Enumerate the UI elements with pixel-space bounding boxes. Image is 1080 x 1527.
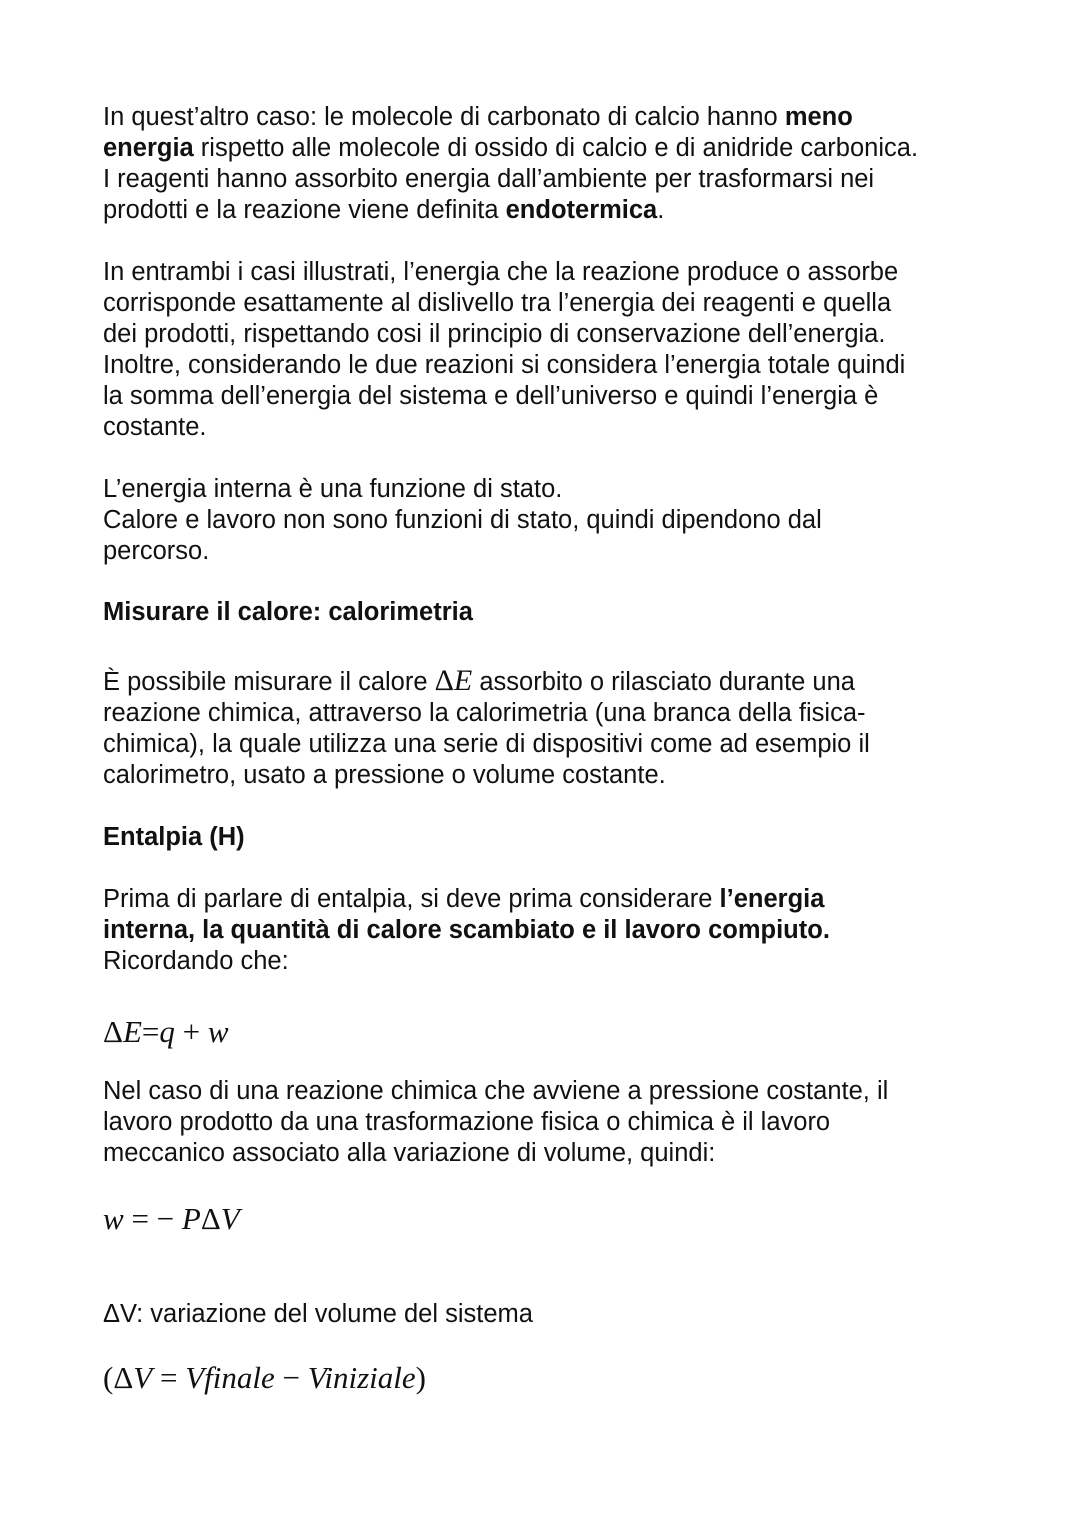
math-operator: − xyxy=(274,1360,308,1395)
paragraph-enthalpy-intro xyxy=(103,884,1003,977)
math-variable: E xyxy=(453,664,473,697)
text-line xyxy=(103,195,1003,226)
math-delta-e xyxy=(435,664,473,697)
text-run: rispetto alle molecole di ossido di calcio e di anidride carbonica. xyxy=(193,134,919,162)
equation-work xyxy=(103,1201,1003,1237)
math-variable: w xyxy=(103,1201,124,1236)
paragraph-endothermic xyxy=(103,102,1003,226)
text-line xyxy=(103,665,1003,698)
math-symbol: Δ xyxy=(103,1014,123,1049)
math-symbol: Δ xyxy=(434,664,454,697)
math-variable: w xyxy=(207,1014,229,1049)
math-operator: = xyxy=(152,1360,186,1395)
text-line: percorso. xyxy=(103,537,210,565)
heading-enthalpy xyxy=(103,822,1003,853)
bold-text: l’energia xyxy=(719,885,825,913)
math-symbol: Δ xyxy=(200,1201,221,1236)
text-line: costante. xyxy=(103,413,207,441)
text-run: È possibile misurare il calore xyxy=(103,668,435,696)
text-line: lavoro prodotto da una trasformazione fisica o chimica è il lavoro xyxy=(103,1108,831,1136)
heading-calorimetry xyxy=(103,597,1003,628)
text-run: Prima di parlare di entalpia, si deve prima considerare xyxy=(103,885,720,913)
math-variable: V xyxy=(220,1201,240,1236)
text-run: prodotti e la reazione viene definita xyxy=(103,196,506,224)
text-line: Ricordando che: xyxy=(103,947,289,975)
text-run: . xyxy=(657,196,665,224)
math-variable: Vfinale xyxy=(185,1360,275,1395)
text-line xyxy=(103,102,1003,133)
text-line: I reagenti hanno assorbito energia dall’ambiente per trasformarsi nei xyxy=(103,165,875,193)
text-line xyxy=(103,884,1003,915)
text-line: meccanico associato alla variazione di volume, quindi: xyxy=(103,1139,716,1167)
text-line: dei prodotti, rispettando cosi il principio di conservazione dell’energia. xyxy=(103,320,886,348)
text-line: corrisponde esattamente al dislivello tra l’energia dei reagenti e quella xyxy=(103,289,892,317)
equation-first-law xyxy=(103,1014,1003,1050)
math-variable: q xyxy=(159,1014,175,1049)
equation-volume-change xyxy=(103,1360,1003,1396)
math-variable: V xyxy=(133,1360,153,1395)
bold-text: endotermica xyxy=(505,196,658,224)
math-symbol: Δ xyxy=(113,1360,134,1395)
text-line: Inoltre, considerando le due reazioni si considera l’energia totale quindi xyxy=(103,351,906,379)
text-line: calorimetro, usato a pressione o volume costante. xyxy=(103,761,666,789)
paragraph-pressure-work xyxy=(103,1076,1003,1169)
text-line xyxy=(103,133,1003,164)
text-line: ΔV: variazione del volume del sistema xyxy=(103,1300,533,1328)
bold-line: interna, la quantità di calore scambiato e il lavoro compiuto. xyxy=(103,916,830,944)
text-run: assorbito o rilasciato durante una xyxy=(472,668,855,696)
math-paren: ) xyxy=(415,1360,426,1395)
text-line: chimica), la quale utilizza una serie di dispositivi come ad esempio il xyxy=(103,730,870,758)
paragraph-state-function xyxy=(103,474,1003,567)
math-variable: E xyxy=(122,1014,142,1049)
paragraph-delta-v-definition xyxy=(103,1299,1003,1330)
text-line: L’energia interna è una funzione di stato. xyxy=(103,475,563,503)
bold-text: meno xyxy=(784,103,853,131)
heading-text: Misurare il calore: calorimetria xyxy=(103,598,473,626)
text-line: In entrambi i casi illustrati, l’energia che la reazione produce o assorbe xyxy=(103,258,899,286)
paragraph-energy-conservation xyxy=(103,257,1003,443)
math-operator: = − xyxy=(123,1201,182,1236)
document-page xyxy=(103,102,1003,1396)
text-line: la somma dell’energia del sistema e dell’universo e quindi l’energia è xyxy=(103,382,879,410)
heading-text: Entalpia (H) xyxy=(103,823,245,851)
math-operator: = xyxy=(141,1014,160,1049)
text-line: Calore e lavoro non sono funzioni di stato, quindi dipendono dal xyxy=(103,506,822,534)
text-line: Nel caso di una reazione chimica che avviene a pressione costante, il xyxy=(103,1077,889,1105)
text-run: In quest’altro caso: le molecole di carbonato di calcio hanno xyxy=(103,103,785,131)
math-variable: P xyxy=(181,1201,201,1236)
math-variable: Viniziale xyxy=(307,1360,416,1395)
math-paren: ( xyxy=(103,1360,114,1395)
paragraph-calorimetry xyxy=(103,665,1003,791)
text-line: reazione chimica, attraverso la calorimetria (una branca della fisica- xyxy=(103,699,866,727)
math-operator: + xyxy=(174,1014,208,1049)
bold-text: energia xyxy=(103,134,194,162)
